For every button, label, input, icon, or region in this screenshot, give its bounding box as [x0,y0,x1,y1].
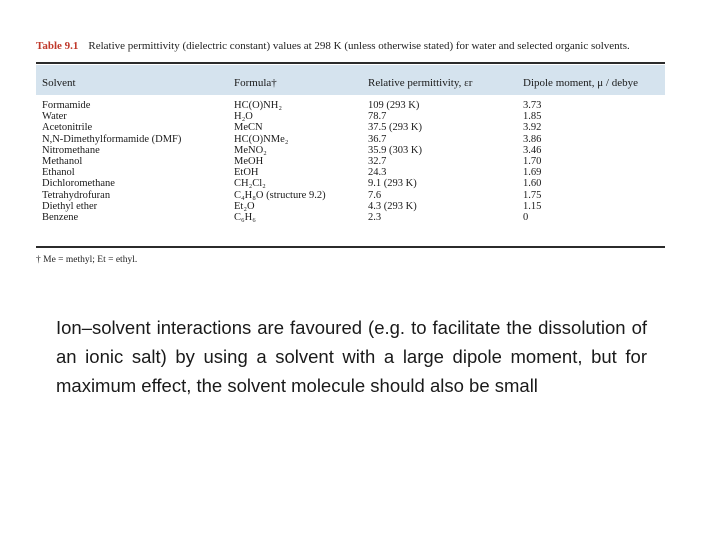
table-row [36,134,665,145]
table-caption-text: Relative permittivity (dielectric constant) values at 298 K (unless otherwise stated) for water and selected organic solvents. [88,40,630,52]
cell-dipole-moment: 1.60 [523,178,542,190]
cell-dipole-moment: 3.86 [523,133,542,145]
cell-permittivity: 2.3 [368,211,382,223]
cell-formula: MeNO₂ [234,144,267,156]
cell-dipole-moment: 1.70 [523,155,542,167]
cell-dipole-moment: 0 [523,211,529,223]
table-row [36,111,665,122]
cell-solvent: Nitromethane [42,144,100,156]
cell-formula: MeCN [234,122,263,134]
cell-solvent: Acetonitrile [42,122,93,134]
cell-formula: HC(O)NH₂ [234,100,282,111]
cell-permittivity: 4.3 (293 K) [368,200,417,212]
table-bottom-rule [36,246,665,248]
cell-dipole-moment: 3.73 [523,100,542,111]
column-header-solvent: Solvent [42,77,76,89]
cell-dipole-moment: 3.92 [523,122,542,134]
table-row [36,100,665,111]
cell-permittivity: 109 (293 K) [368,100,420,111]
cell-formula: C₄H₈O (structure 9.2) [234,189,326,201]
cell-solvent: Dichloromethane [42,178,115,190]
cell-permittivity: 9.1 (293 K) [368,178,417,190]
table-row [36,212,665,223]
table-top-rule [36,62,665,64]
cell-permittivity: 78.7 [368,111,387,123]
cell-permittivity: 32.7 [368,155,387,167]
cell-formula: EtOH [234,167,259,179]
cell-formula: H₂O [234,111,253,123]
cell-solvent: Formamide [42,100,91,111]
table-row [36,145,665,156]
cell-formula: C₆H₆ [234,211,256,223]
cell-solvent: Tetrahydrofuran [42,189,111,201]
cell-dipole-moment: 3.46 [523,144,542,156]
cell-solvent: Ethanol [42,167,75,179]
cell-formula: HC(O)NMe₂ [234,133,289,145]
table-row [36,178,665,189]
body-paragraph: Ion–solvent interactions are favoured (e.g. to facilitate the dissolution of an ionic salt) by using a solvent with a large dipole moment, but for maximum effect, the solvent molecule should also be small [56,317,647,396]
table-caption [36,40,696,52]
table-body [36,100,665,223]
table-footnote: † Me = methyl; Et = ethyl. [36,255,138,265]
table-label: Table 9.1 [36,40,79,52]
cell-solvent: Water [42,111,67,123]
cell-solvent: Methanol [42,155,83,167]
column-header-permittivity: Relative permittivity, εr [368,77,473,89]
cell-solvent: N,N-Dimethylformamide (DMF) [42,133,182,145]
cell-permittivity: 35.9 (303 K) [368,144,422,156]
table-row [36,156,665,167]
cell-permittivity: 7.6 [368,189,382,201]
column-header-dipole-moment: Dipole moment, μ / debye [523,77,638,89]
table-row [36,201,665,212]
cell-solvent: Diethyl ether [42,200,98,212]
cell-dipole-moment: 1.69 [523,167,542,179]
table-row [36,122,665,133]
cell-formula: Et₂O [234,200,255,212]
cell-formula: CH₂Cl₂ [234,178,266,190]
table-header-row [36,65,665,95]
cell-permittivity: 36.7 [368,133,387,145]
column-header-formula: Formula† [234,77,277,89]
cell-formula: MeOH [234,155,264,167]
cell-dipole-moment: 1.75 [523,189,542,201]
cell-solvent: Benzene [42,211,79,223]
table-row [36,190,665,201]
permittivity-table [36,62,665,248]
cell-permittivity: 37.5 (293 K) [368,122,422,134]
cell-permittivity: 24.3 [368,167,387,179]
cell-dipole-moment: 1.15 [523,200,542,212]
table-row [36,167,665,178]
cell-dipole-moment: 1.85 [523,111,542,123]
